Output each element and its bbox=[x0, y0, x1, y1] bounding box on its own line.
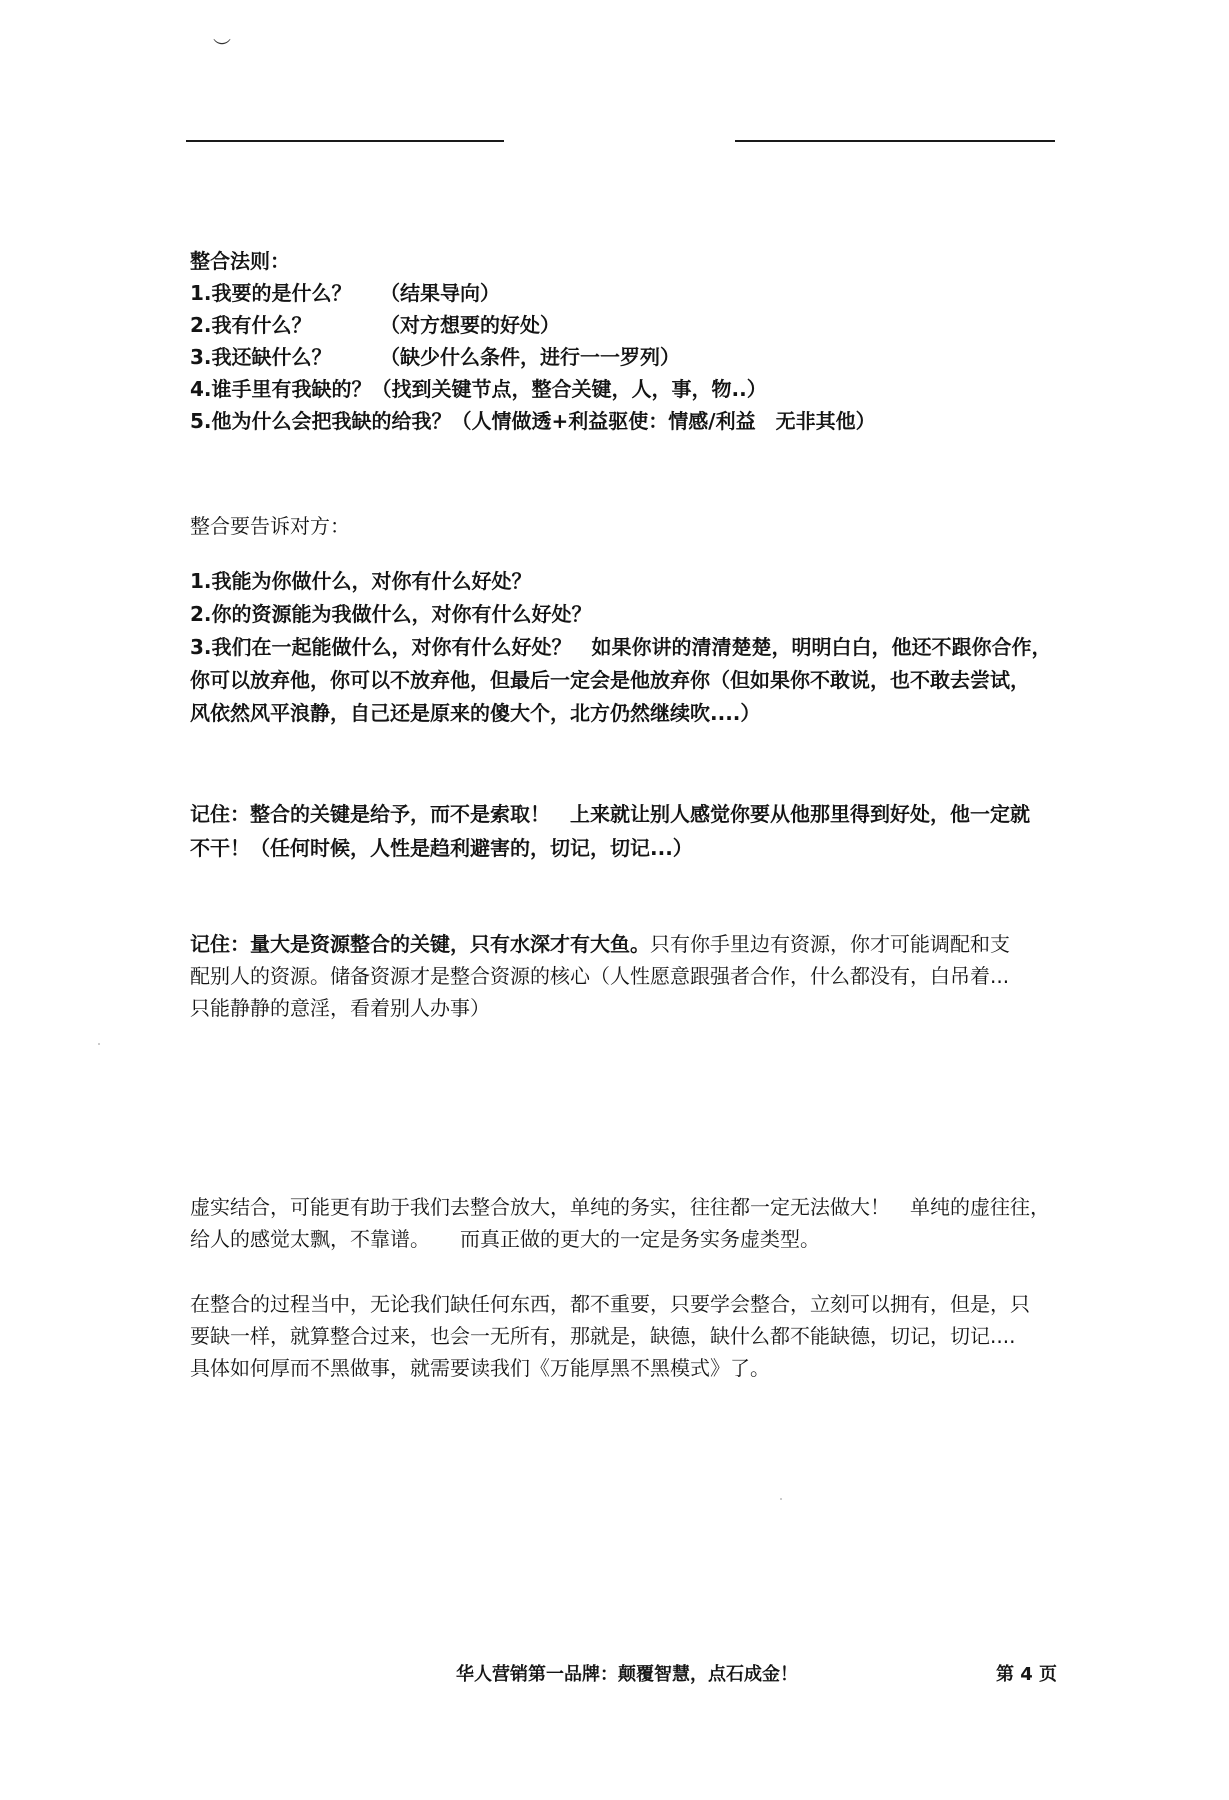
tell-line: 1.我能为你做什么，对你有什么好处？ bbox=[190, 569, 532, 593]
memo-line: 记住：整合的关键是给予，而不是索取！ 上来就让别人感觉你要从他那里得到好处，他一定就 bbox=[190, 802, 1030, 826]
rule-item: 3.我还缺什么？ （缺少什么条件，进行一一罗列） bbox=[190, 345, 680, 369]
rules-title: 整合法则： bbox=[190, 249, 290, 273]
integration-process-paragraph bbox=[190, 1288, 1070, 1384]
tell-partner-list bbox=[190, 565, 1070, 730]
virtual-real-paragraph bbox=[190, 1191, 1070, 1255]
remember-giving-note bbox=[190, 797, 1070, 865]
paragraph-line: 虚实结合，可能更有助于我们去整合放大，单纯的务实，往往都一定无法做大！ 单纯的虚往往， bbox=[190, 1195, 1050, 1219]
rule-item: 5.他为什么会把我缺的给我？（人情做透+利益驱使：情感/利益 无非其他） bbox=[190, 409, 876, 433]
tell-line: 风依然风平浪静，自己还是原来的傻大个，北方仍然继续吹....） bbox=[190, 701, 761, 725]
remember-volume-note bbox=[190, 928, 1070, 1024]
scan-speck bbox=[780, 1498, 782, 1500]
tell-line: 你可以放弃他，你可以不放弃他，但最后一定会是他放弃你（但如果你不敢说，也不敢去尝试， bbox=[190, 668, 1030, 692]
scan-speck bbox=[98, 1043, 100, 1045]
header-rule-right bbox=[735, 140, 1055, 142]
memo-line: 只能静静的意淫，看着别人办事） bbox=[190, 996, 490, 1020]
header-rule-left bbox=[186, 140, 504, 142]
memo-line: 配别人的资源。储备资源才是整合资源的核心（人性愿意跟强者合作，什么都没有，白吊着... bbox=[190, 964, 1010, 988]
memo-lead: 记住：量大是资源整合的关键，只有水深才有大鱼。 bbox=[190, 932, 650, 956]
page-number: 第 4 页 bbox=[996, 1664, 1058, 1685]
rule-item: 2.我有什么？ （对方想要的好处） bbox=[190, 313, 560, 337]
tell-line: 2.你的资源能为我做什么，对你有什么好处？ bbox=[190, 602, 592, 626]
paragraph-line: 具体如何厚而不黑做事，就需要读我们《万能厚黑不黑模式》了。 bbox=[190, 1356, 770, 1380]
paragraph-line: 在整合的过程当中，无论我们缺任何东西，都不重要，只要学会整合，立刻可以拥有，但是，只 bbox=[190, 1292, 1030, 1316]
rule-item: 4.谁手里有我缺的？（找到关键节点，整合关键，人，事，物..） bbox=[190, 377, 767, 401]
memo-line: 不干！（任何时候，人性是趋利避害的，切记，切记...） bbox=[190, 836, 693, 860]
memo-rest: 只有你手里边有资源，你才可能调配和支 bbox=[650, 932, 1010, 956]
paragraph-line: 要缺一样，就算整合过来，也会一无所有，那就是，缺德，缺什么都不能缺德，切记，切记.... bbox=[190, 1324, 1016, 1348]
rule-item: 1.我要的是什么？ （结果导向） bbox=[190, 281, 500, 305]
memo-line bbox=[190, 928, 1070, 960]
tell-partner-heading-block bbox=[190, 510, 1070, 542]
integration-rules-section bbox=[190, 245, 1070, 437]
tell-title: 整合要告诉对方： bbox=[190, 514, 350, 538]
scan-mark: ︶ bbox=[213, 38, 231, 59]
tell-line: 3.我们在一起能做什么，对你有什么好处？ 如果你讲的清清楚楚，明明白白，他还不跟你合作， bbox=[190, 635, 1052, 659]
paragraph-line: 给人的感觉太飘，不靠谱。 而真正做的更大的一定是务实务虚类型。 bbox=[190, 1227, 820, 1251]
footer-slogan: 华人营销第一品牌：颠覆智慧，点石成金！ bbox=[456, 1664, 798, 1685]
